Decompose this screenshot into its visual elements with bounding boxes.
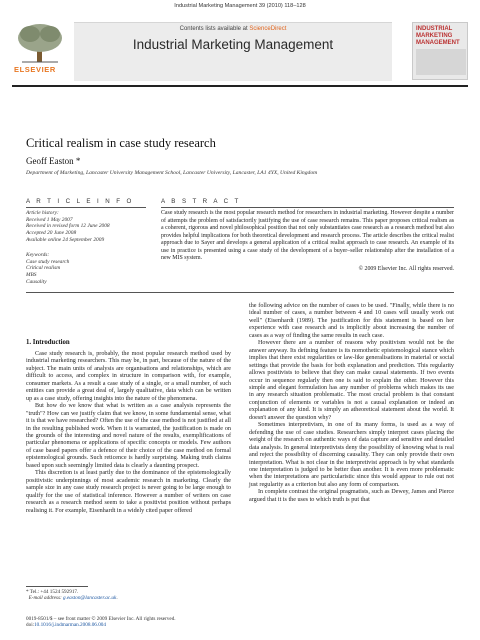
- history-accepted: Accepted 20 June 2008: [26, 230, 77, 237]
- abstract-copyright: © 2009 Elsevier Inc. All rights reserved.: [358, 266, 454, 272]
- email-label: E-mail address:: [28, 595, 63, 602]
- elsevier-wordmark: ELSEVIER: [14, 65, 56, 74]
- keyword: Causality: [26, 278, 47, 285]
- history-revised: Received in revised form 12 June 2008: [26, 223, 110, 230]
- masthead-banner: [74, 22, 392, 81]
- paragraph: Sometimes interpretivism, in one of its many forms, is used as a way of defending the use of case studies. Researchers simply interpret cases placing the weight of the research on authentic ways of data capture and sensitive and detailed data analysis. In general interpretivists deny the possibility of knowing what is real and reject the possibility of discerning causality. They can only provide their own interpretation. What is not clear in the interpretivist approach is by what standards one interpretation is judged to be better than another. It is even more problematic when the interpretations are particularistic since this would appear to rule out not just regularity as a criterion but also any form of comparison.: [249, 422, 454, 488]
- paragraph: But how do we know that what is written as a case analysis represents the "truth"? How can we justify claim that we know, in some fundamental sense, what it is that we have researched? Often the use of the case method is not justified at all in the resulting published work. When it is warranted, the justification is made on the grounds of the interesting and novel nature of the results, exemplifications of particular phenomena or applications of specific concepts or models. Few authors of case based papers offer a defence of their choice of the case method on formal epistemological grounds. Such reticence is hardly surprising. Making truth claims based upon such seemingly limited data is clearly a daunting prospect.: [26, 403, 231, 469]
- keyword: Case study research: [26, 258, 70, 265]
- contents-prefix: Contents lists available at: [179, 26, 250, 32]
- paragraph: This discretion is at least partly due to the dominance of the epistemologically positivistic underpinnings of most academic research in marketing. Clearly the sample size in any case study research project is never going to be large enough to qualify for the use of statistical inference. However a number of writers on case research as a research method seem to take a positivist position without perhaps realising it. For example, Eisenhardt in a widely cited paper offered: [26, 470, 231, 514]
- paragraph: the following advice on the number of cases to be used. "Finally, while there is no ideal number of cases, a number between 4 and 10 cases will usually work out well" (Eisenhardt (1989). The justification for this statement is based on her experience with case research and is implicitly about increasing the number of cases as a way of finding the same results in each case.: [249, 303, 454, 339]
- journal-cover-thumbnail: [412, 22, 468, 80]
- article-info-heading: A R T I C L E I N F O: [26, 198, 134, 205]
- abstract-bottom-rule: [26, 292, 454, 293]
- email-suffix: .: [116, 595, 118, 602]
- abstract-heading: A B S T R A C T: [161, 198, 241, 205]
- journal-title: Industrial Marketing Management: [132, 37, 334, 52]
- article-info-rule: [26, 207, 146, 208]
- author-name[interactable]: Geoff Easton *: [26, 156, 81, 166]
- history-online: Available online 24 September 2009: [26, 236, 105, 243]
- section-heading: 1. Introduction: [26, 339, 70, 346]
- elsevier-tree-logo: [12, 22, 68, 78]
- keyword: Critical realism: [26, 265, 61, 272]
- keywords-label: Keywords:: [26, 252, 50, 258]
- journal-reference: Industrial Marketing Management 39 (2010) 118–128: [174, 3, 306, 9]
- footnote-rule: [26, 586, 88, 587]
- footnote: [26, 589, 231, 602]
- paragraph: Case study research is, probably, the most popular research method used by industrial marketing researchers. This may be, in part, because of the nature of the subject. The main units of analysis are organisations and relationships, which are difficult to access, and complex in structure in comparison with, for example, consumer markets. As a result a case study of a single, or a small number, of such entities can provide a great deal of, largely qualitative, data which can be written up as a case study, offering insights into the nature of the phenomena.: [26, 351, 231, 402]
- history-received: Received 1 May 2007: [26, 216, 73, 223]
- footnote-email-line: [26, 595, 231, 601]
- abstract-rule: [161, 207, 454, 208]
- cover-title: INDUSTRIAL MARKETING MANAGEMENT: [416, 26, 460, 46]
- history-label: Article history:: [26, 210, 59, 216]
- keyword: MBS: [26, 272, 37, 279]
- author-affiliation: Department of Marketing, Lancaster University Management School, Lancaster University, Lancaster, LA1 4YX, United Kingdom: [26, 170, 318, 176]
- body-column-right: [249, 303, 454, 504]
- body-column-left: [26, 351, 231, 515]
- article-history: [26, 210, 146, 244]
- abstract-text: Case study research is the most popular research method for researchers in industrial marketing. However despite a number of attempts the problem of satisfactorily justifying the use of case research remains. This paper proposes critical realism as a coherent, rigorous and novel philosophical position that not only substantiates case research as a research method but also provides helpful implications for both theoretical development and research process. The article describes the critical realist approach due to Sayer and develops a general application of a critical realist approach to case research. An example of its use in practice is presented using a case study of the development of a buyer–seller relationship after the installation of a new MIS system.: [161, 210, 454, 261]
- header-rule: [12, 85, 468, 87]
- contents-line: [74, 26, 392, 32]
- cover-band: [416, 49, 466, 75]
- doi-line: [26, 622, 176, 628]
- paragraph: However there are a number of reasons why positivism would not be the answer anyway. Its defining feature is its nomothetic epistemological stance which implies that there exist regularities or law-like generalisations in material or social settings that provide the basis for both explanation and prediction. This regularity allows positivists to believe that they can make causal statements. If two events occur in sequence regularly then one is said to explain the other. However this simple and elegant formulation has any number of problems which makes its use in any research situation problematic. The most crucial problem is that constant conjunction of elements or variables is not a causal explanation or indeed an explanation of any kind. It is simply an atheoretical statement about the world. It doesn't answer the question why?: [249, 340, 454, 421]
- issn-line: 0019-8501/$ – see front matter © 2009 Elsevier Inc. All rights reserved.: [26, 616, 176, 622]
- front-matter-info: [26, 616, 176, 629]
- article-title: Critical realism in case study research: [26, 136, 216, 150]
- sciencedirect-link[interactable]: ScienceDirect: [249, 26, 287, 32]
- doi-link[interactable]: 10.1016/j.indmarman.2008.06.004: [34, 622, 106, 629]
- keywords: [26, 252, 146, 286]
- doi-prefix: doi:: [26, 622, 35, 629]
- email-link[interactable]: g.easton@lancaster.ac.uk: [62, 595, 117, 602]
- footnote-phone: * Tel.: +44 1524 592917.: [26, 589, 79, 595]
- journal-masthead: [12, 22, 468, 80]
- paragraph: In complete contrast the original pragmatists, such as Dewey, James and Pierce argued that it is the uses to which truth is put that: [249, 489, 454, 503]
